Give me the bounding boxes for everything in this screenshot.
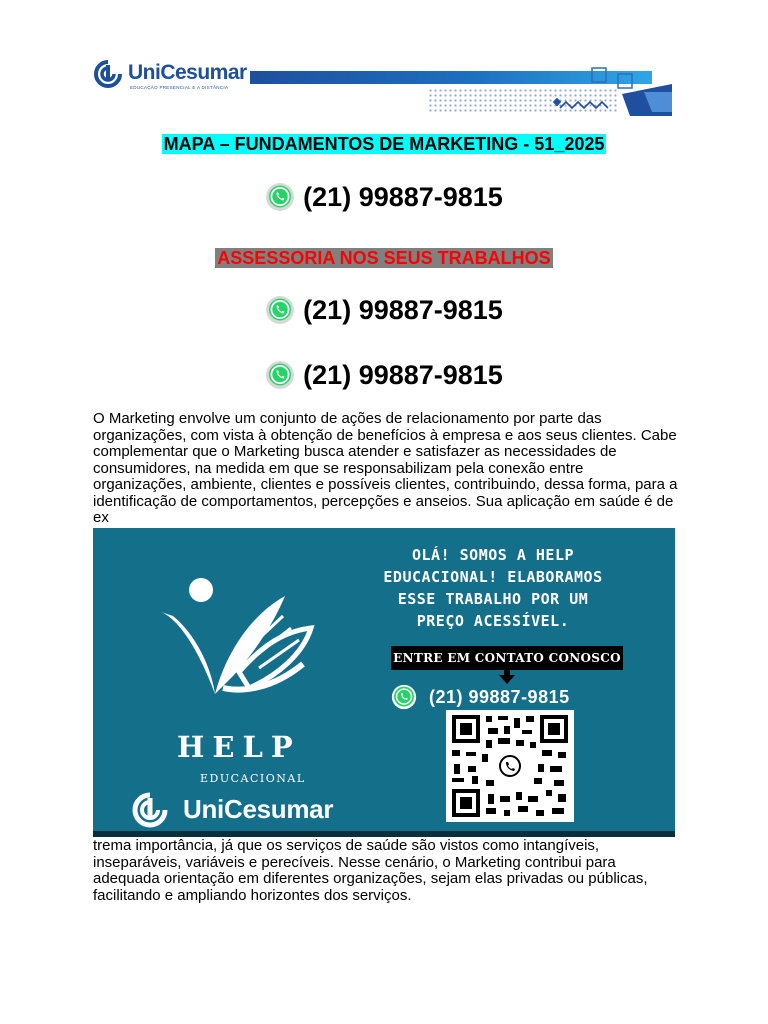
phone-line: [0, 295, 768, 326]
title-text: MAPA – FUNDAMENTOS DE MARKETING - 51_2025: [163, 134, 605, 154]
phone-line: [0, 182, 768, 213]
body-paragraph: O Marketing envolve um conjunto de ações de relacionamento por parte das organizações, com vista à obtenção de benefícios à empresa e aos seus clientes. Cabe complementar que o Marketing busca atender e satisfazer as necessidades de consumidores, na medida em que se responsabilizam pela conexão entre organizações, ambiente, clientes e possíveis clientes, contribuindo, dessa forma, para a identificação de comportamentos, percepções e anseios. Sua aplicação em saúde é de ex: [93, 410, 678, 526]
document-header: [92, 58, 676, 120]
help-title: HELP: [177, 730, 301, 764]
phone-line: [0, 360, 768, 391]
phone-number: (21) 99887-9815: [303, 360, 503, 390]
whatsapp-icon: [265, 295, 295, 325]
unicesumar-logo-icon: [125, 792, 175, 828]
book-logo-icon: [153, 576, 323, 716]
banner-message-line: OLÁ! SOMOS A HELP: [411, 546, 575, 564]
assessoria-banner: [0, 248, 768, 269]
help-educacional-banner: [93, 528, 675, 837]
header-decoration: [552, 64, 676, 120]
banner-message: [323, 544, 663, 632]
whatsapp-icon: [265, 360, 295, 390]
banner-message-line: PREÇO ACESSÍVEL.: [416, 612, 570, 630]
assessoria-text: ASSESSORIA NOS SEUS TRABALHOS: [217, 248, 551, 268]
qr-code-icon[interactable]: [446, 710, 574, 822]
body-paragraph: trema importância, já que os serviços de saúde são vistos como intangíveis, inseparáveis, variáveis e perecíveis. Nesse cenário, o Marketing contribui para adequada orientação em diferentes organizações, sejam elas privadas ou públicas, facilitando e ampliando horizontes dos serviços.: [93, 837, 648, 904]
banner-message-line: EDUCACIONAL! ELABORAMOS: [383, 568, 603, 586]
whatsapp-icon: [391, 684, 417, 710]
help-subtitle: EDUCACIONAL: [200, 772, 306, 785]
arrow-down-icon: [499, 670, 515, 684]
banner-phone-number: (21) 99887-9815: [429, 687, 570, 707]
unicesumar-logo-icon: [92, 60, 124, 88]
banner-message-line: ESSE TRABALHO POR UM: [397, 590, 589, 608]
phone-number: (21) 99887-9815: [303, 295, 503, 325]
document-title: [0, 134, 768, 155]
phone-number: (21) 99887-9815: [303, 182, 503, 212]
logo-text: UniCesumar: [128, 61, 247, 84]
contact-label: ENTRE EM CONTATO CONOSCO: [391, 646, 623, 670]
logo-subtext: EDUCAÇÃO PRESENCIAL E A DISTÂNCIA: [130, 85, 229, 90]
banner-phone: [391, 684, 570, 710]
whatsapp-icon: [265, 182, 295, 212]
banner-unicesumar-text: UniCesumar: [183, 794, 334, 824]
